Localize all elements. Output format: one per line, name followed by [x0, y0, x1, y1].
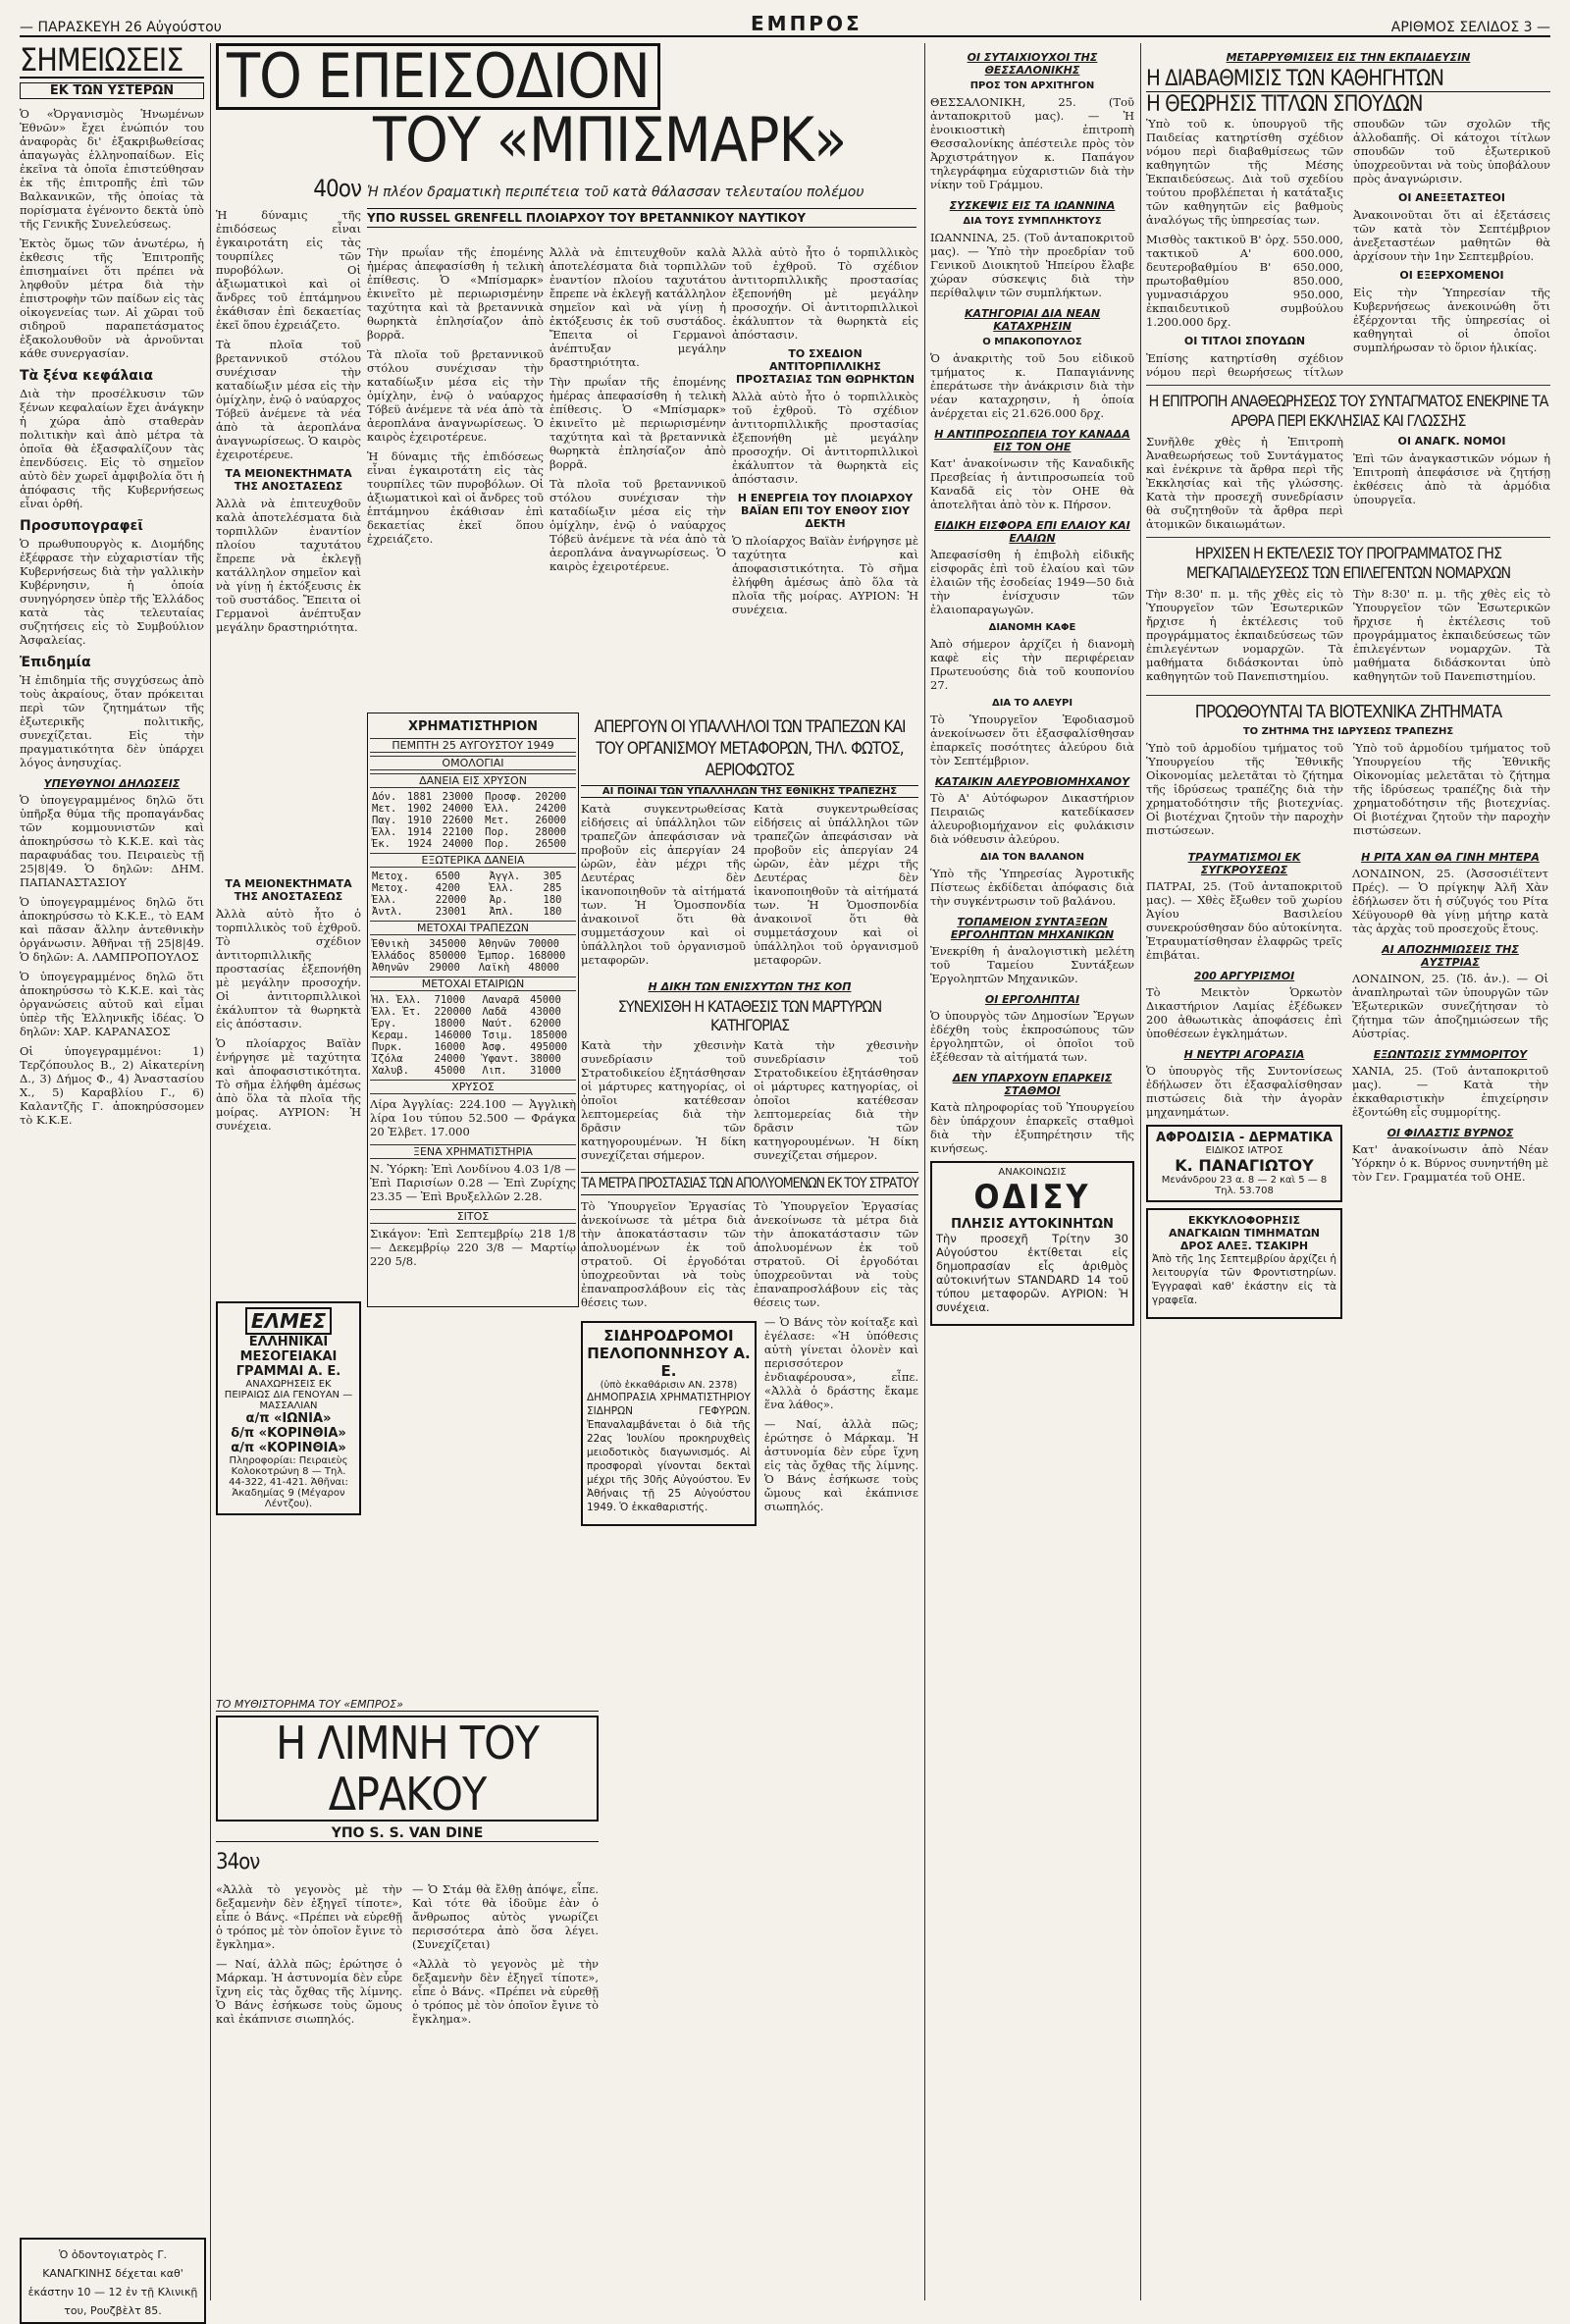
emes-ad-box	[216, 1301, 361, 1515]
section-heading: ΟΙ ΣΥΤΑΙΧΙΟΥΧΟΙ ΤΗΣ ΘΕΣΣΑΛΟΝΙΚΗΣ	[967, 51, 1098, 77]
market-cell: Λαδᾶ	[482, 1006, 507, 1018]
market-cell: 305	[543, 871, 562, 882]
notes-subtitle: ΕΚ ΤΩΝ ΥΣΤΕΡΩΝ	[20, 82, 204, 99]
middle-news-column	[581, 713, 918, 2293]
market-cell: Ἐλλ.	[489, 882, 514, 894]
market-row	[370, 1041, 576, 1053]
emes-info: Πληροφορίαι: Πειραιεὺς Κολοκοτρώνη 8 — Τηλ. 44-322, 41-421. Ἀθῆναι: Ἀκαδημίας 9 (Μέγαρον Λέντζου).	[229, 1455, 348, 1509]
market-cell: 1914	[406, 826, 433, 838]
section-heading: ΤΡΑΥΜΑΤΙΣΜΟΙ ΕΚ ΣΥΓΚΡΟΥΣΕΩΣ	[1187, 851, 1301, 876]
section-subheading: ΔΙΑ ΤΟΥΣ ΣΥΜΠΛΗΚΤΟΥΣ	[963, 216, 1102, 227]
market-cell: 22600	[442, 815, 474, 826]
army-body	[581, 1199, 918, 1315]
odisy-ad-label: ΑΝΑΚΟΙΝΩΣΙΣ	[998, 1167, 1067, 1178]
emes-ship: α/π «ΙΩΝΙΑ»	[245, 1411, 332, 1426]
novel-label: ΤΟ ΜΥΘΙΣΤΟΡΗΜΑ ΤΟΥ «ΕΜΠΡΟΣ»	[216, 1698, 599, 1712]
tutoring-ad	[1146, 1208, 1342, 1319]
market-cell: 22100	[442, 826, 474, 838]
article-text: Τὸ Ὑπουργεῖον Ἐργασίας ἀνεκοίνωσε τὰ μέτρα διὰ τὴν ἀποκατάστασιν τῶν ἀπολυομένων ἐκ τοῦ στρατοῦ. Οἱ ἐργοδόται ὑποχρεοῦνται νὰ τοὺς ἐπαναπροσλάβουν εἰς τὰς θέσεις των.	[581, 1199, 746, 1309]
article-text: «Ἀλλὰ τὸ γεγονὸς μὲ τὴν δεξαμενὴν δὲν ἐξηγεῖ τίποτε», εἶπε ὁ Βάνς. «Πρέπει νὰ εὑρεθῇ ὁ τρόπος μὲ τὸν ὁποῖον ἔγινε τὸ ἔγκλημα».	[412, 1957, 599, 2026]
emes-ad	[216, 1295, 361, 1668]
market-cell: 180	[543, 894, 562, 906]
market-cell: 18000	[434, 1018, 466, 1030]
market-cell: 24000	[442, 838, 474, 850]
market-table	[370, 994, 576, 1077]
article-text: — Ὁ Στάμ θὰ ἔλθῃ ἀπόψε, εἶπε. Καὶ τότε θὰ ἰδοῦμε ἐὰν ὁ ἄνθρωπος αὐτὸς γνωρίζει περισσότερα ἀπὸ ὅσα λέγει. (Συνεχίζεται)	[412, 1882, 599, 1951]
section-heading: Η ΔΙΚΗ ΤΩΝ ΕΝΙΣΧΥΤΩΝ ΤΗΣ ΚΟΠ	[648, 980, 852, 993]
lead-column-3	[550, 245, 726, 707]
section-heading: Η ΝΕΥΤΡΙ ΑΓΟΡΑΣΙΑ	[1183, 1048, 1305, 1061]
market-cell: Ἀθηνῶν	[478, 938, 516, 950]
article-text: Τὸ Ὑπουργεῖον Ἐργασίας ἀνεκοίνωσε τὰ μέτρα διὰ τὴν ἀποκατάστασιν τῶν ἀπολυομένων ἐκ τοῦ στρατοῦ. Οἱ ἐργοδόται ὑποχρεοῦνται νὰ τοὺς ἐπαναπροσλάβουν εἰς τὰς θέσεις των.	[754, 1199, 918, 1309]
strike-body	[581, 802, 918, 973]
lead-headline	[216, 40, 917, 181]
article-text: ΛΟΝΔΙΝΟΝ, 25. (Ἀσσοσιέϊτεντ Πρές). — Ὁ πρίγκηψ Ἀλῆ Χὰν ἐδήλωσεν ὅτι ἡ σύζυγός του Ρίτα Χέϋγουορθ θὰ γίνῃ μήτηρ κατὰ τὰς ἀρχὰς τοῦ προσεχοῦς ἔτους.	[1352, 867, 1548, 935]
emes-ship: δ/π «ΚΟΡΙΝΘΙΑ»	[231, 1426, 346, 1441]
section-heading: ΕΞΩΝΤΩΣΙΣ ΣΥΜΜΟΡΙΤΟΥ	[1373, 1048, 1528, 1061]
market-cell: 48000	[528, 962, 559, 974]
railway-ad-text: ΔΗΜΟΠΡΑΣΙΑ ΧΡΗΜΑΤΙΣΤΗΡΙΟΥ ΣΙΔΗΡΩΝ ΓΕΦΥΡΩΝ. Ἐπαναλαμβάνεται ὁ διὰ τῆς 22ας Ἰουλίου προκηρυχθεὶς μειοδοτικὸς διαγωνισμός. Αἱ προσφοραὶ γίνονται δεκταὶ μέχρι τῆς 30ῆς Αὐγούστου. Ἐν Ἀθήναις τῇ 25 Αὐγούστου 1949. Ὁ ἐκκαθαριστής.	[587, 1392, 751, 1513]
market-cell: 24000	[434, 1053, 466, 1065]
section-heading: ΟΙ ΤΙΤΛΟΙ ΣΠΟΥΔΩΝ	[1183, 335, 1306, 347]
market-cell: Λαϊκὴ	[478, 962, 510, 974]
section-heading: ΟΙ ΕΞΕΡΧΟΜΕΝΟΙ	[1399, 269, 1504, 282]
market-cell: Πυρκ.	[372, 1041, 403, 1053]
article-text: «Ἀλλὰ τὸ γεγονὸς μὲ τὴν δεξαμενὴν δὲν ἐξηγεῖ τίποτε», εἶπε ὁ Βάνς. «Πρέπει νὰ εὑρεθῇ ὁ τρόπος μὲ τὸν ὁποῖον ἔγινε τὸ ἔγκλημα».	[216, 1882, 402, 1951]
stock-market-box	[367, 713, 579, 1307]
crafts-body	[1146, 741, 1550, 843]
market-cell: Ἐκ.	[372, 838, 391, 850]
article-text: Ὁ ὑπουργὸς τῶν Δημοσίων Ἔργων ἐδέχθη τοὺς ἐκπροσώπους τῶν ἐργοληπτῶν, οἱ ὁποῖοι τοῦ ἐξέθεσαν τὰ αἰτήματά των.	[930, 1009, 1134, 1064]
article-text: Ἀνακοινοῦται ὅτι αἱ ἐξετάσεις τῶν κατὰ τὸν Σεπτέμβριον ἀνεξεταστέων μαθητῶν θὰ ἀρχίσουν τὴν 1ην Σεπτεμβρίου.	[1353, 208, 1550, 263]
section-heading: Προσυπογραφεῖ	[20, 518, 143, 534]
market-row	[370, 950, 576, 962]
section-heading: ΟΙ ΕΡΓΟΛΗΠΤΑΙ	[984, 993, 1080, 1006]
article-text: Ὑπὸ τοῦ ἁρμοδίου τμήματος τοῦ Ὑπουργείου τῆς Ἐθνικῆς Οἰκονομίας μελετᾶται τὸ ζήτημα τῆς ἱδρύσεως τραπέζης διὰ τὴν χρηματοδότησιν τῆς βιοτεχνίας. Οἱ βιοτέχναι ζητοῦν τὴν παροχὴν πιστώσεων.	[1353, 741, 1550, 837]
column-rule	[924, 43, 925, 2300]
market-cell: Ἐλλ.	[372, 894, 397, 906]
section-heading: ΚΑΤΑΙΚΙΝ ΑΛΕΥΡΟΒΙΟΜΗΧΑΝΟΥ	[934, 775, 1130, 788]
market-row	[370, 894, 576, 906]
article-text: Διὰ τὴν προσέλκυσιν τῶν ξένων κεφαλαίων ἔχει ἀνάγκην ἡ χώρα ἀπὸ σταθερὰν πολιτικὴν καὶ ἀπὸ μέτρα τὰ ὁποῖα θὰ ἐξασφαλίζουν τὰς ἐπενδύσεις. Εἰς τὸ σημεῖον αὐτὸ δὲν χωρεῖ ἀμφιβολία ὅτι ἡ ἀπόφασις τῆς Κυβερνήσεως εἶναι ὀρθή.	[20, 387, 204, 510]
market-section: ΣΙΤΟΣ	[370, 1209, 576, 1224]
article-text: Ὁ πλοίαρχος Βαϊὰν ἐνήργησε μὲ ταχύτητα καὶ ἀποφασιστικότητα. Τὸ σῆμα ἐλήφθη ἀμέσως ἀπὸ ὅλα τὰ πλοῖα τῆς μοίρας. ΑΥΡΙΟΝ: Ἡ συνέχεια.	[216, 1036, 361, 1133]
article-text: Ἀπὸ σήμερον ἀρχίζει ἡ διανομὴ καφὲ εἰς τὴν περιφέρειαν Πρωτευούσης διὰ τοῦ κουπονίου 27.	[930, 637, 1134, 692]
market-cell: 146000	[434, 1030, 472, 1041]
lead-column-1	[216, 175, 361, 862]
article-text: Ἀλλὰ αὐτὸ ἦτο ὁ τορπιλλικὸς τοῦ ἐχθροῦ. Τὸ σχέδιον ἀντιτορπιλλικῆς προστασίας ἐξεπονήθη μὲ μεγάλην προσοχήν. Οἱ ἀντιτορπιλλικοὶ ἐκάλυπτον τὰ θωρηκτὰ εἰς ἀπόστασιν.	[732, 390, 918, 486]
section-heading: ΤΟΠΑΜΕΙΟΝ ΣΥΝΤΑΞΕΩΝ ΕΡΓΟΛΗΠΤΩΝ ΜΗΧΑΝΙΚΩΝ	[950, 916, 1115, 941]
dermatology-ad-name: Κ. ΠΑΝΑΓΙΩΤΟΥ	[1175, 1156, 1314, 1175]
article-text: Κατὰ συγκεντρωθείσας εἰδήσεις αἱ ὑπάλληλοι τῶν τραπεζῶν ἀπεφάσισαν νὰ προβοῦν εἰς ἀπεργίαν 24 ὡρῶν, ἐὰν μέχρι τῆς Δευτέρας δὲν ἱκανοποιηθοῦν τὰ αἰτήματά των. Ἡ Ὁμοσπονδία ἀνακοινοῖ ὅτι θὰ συμμετάσχουν καὶ οἱ ὑπάλληλοι τοῦ ὀργανισμοῦ μεταφορῶν.	[581, 802, 746, 967]
article-text: Ἡ ἐπιδημία τῆς συγχύσεως ἀπὸ τοὺς ἀκραίους, ὅταν πρόκειται περὶ τῶν ζητημάτων τῆς ἐξωτερικῆς πολιτικῆς, συνεχίζεται. Εἰς τὴν πραγματικότητα δὲν ὑπάρχει λόγος ἀνησυχίας.	[20, 673, 204, 769]
market-cell: 29000	[429, 962, 460, 974]
market-cell: Προσφ.	[485, 791, 523, 803]
market-cell: Ἐλλάδος	[372, 950, 416, 962]
strike-subhead: ΑΙ ΠΟΙΝΑΙ ΤΩΝ ΥΠΑΛΛΗΛΩΝ ΤΗΣ ΕΘΝΙΚΗΣ ΤΡΑΠΕΖΗΣ	[581, 785, 918, 798]
market-cell: Ἀγγλ.	[489, 871, 521, 882]
article-text: Ὁ ὑπουργὸς τῆς Συντονίσεως ἐδήλωσεν ὅτι ἐξασφαλίσθησαν πιστώσεις διὰ τὴν ἀγορὰν μηχανημάτων.	[1146, 1064, 1342, 1119]
market-cell: 850000	[429, 950, 467, 962]
market-row	[370, 1053, 576, 1065]
market-cell: 45000	[434, 1065, 466, 1077]
market-cell: 185000	[530, 1030, 568, 1041]
article-text: Κατ' ἀνακοίνωσιν ἀπὸ Νέαν Ὑόρκην ὁ κ. Βύρνος συνηντήθη μὲ τὸν Γεν. Γραμματέα τοῦ ΟΗΕ.	[1352, 1142, 1548, 1184]
article-text: Τὰ πλοῖα τοῦ βρεταννικοῦ στόλου συνέχισαν τὴν καταδίωξιν μέσα εἰς τὴν ὁμίχλην, ἐνῷ ὁ ναύαρχος Τόβεϋ ἀνέμενε τὰ νέα ἀπὸ τὰ ἀεροπλάνα ἀναγνωρίσεως. Ὁ καιρὸς ἐχειροτέρευε.	[550, 477, 726, 573]
market-row	[370, 994, 576, 1006]
article-text: Τὸ Μεικτὸν Ὁρκωτὸν Δικαστήριον Λαμίας ἐξέδωκεν 200 ἀθωωτικὰς ἀποφάσεις ἐπὶ ὑποθέσεων ἐγκλημάτων.	[1146, 985, 1342, 1040]
article-text: ΧΑΝΙΑ, 25. (Τοῦ ἀνταποκριτοῦ μας). — Κατὰ τὴν ἐκκαθαριστικὴν ἐπιχείρησιν ἐξοντώθη εἷς συμμορίτης.	[1352, 1064, 1548, 1119]
article-text: Τὰ πλοῖα τοῦ βρεταννικοῦ στόλου συνέχισαν τὴν καταδίωξιν μέσα εἰς τὴν ὁμίχλην, ἐνῷ ὁ ναύαρχος Τόβεϋ ἀνέμενε τὰ νέα ἀπὸ τὰ ἀεροπλάνα ἀναγνωρίσεως. Ὁ καιρὸς ἐχειροτέρευε.	[216, 338, 361, 461]
tutoring-ad-text: Ἀπὸ τῆς 1ης Σεπτεμβρίου ἀρχίζει ἡ λειτουργία τῶν Φροντιστηρίων. Ἐγγραφαὶ καθ' ἑκάστην εἰς τὰ γραφεῖα.	[1152, 1253, 1336, 1306]
market-cell: Πορ.	[485, 826, 510, 838]
article-text: Εἰς τὴν Ὑπηρεσίαν τῆς Κυβερνήσεως ἀνεκοινώθη ὅτι ἐξέρχονται τῆς ὑπηρεσίας οἱ καθηγηταὶ οἱ ὁποῖοι συμπλήρωσαν τὸ ὅριον ἡλικίας.	[1353, 286, 1550, 354]
article-text: Ἀλλὰ νὰ ἐπιτευχθοῦν καλὰ ἀποτελέσματα διὰ τορπιλλῶν ἐναντίον πλοίου ταχυτάτου ἔπρεπε νὰ ἐκλεγῇ κατάλληλον σημεῖον καὶ νὰ γίνῃ ἡ ἐκτόξευσις ἐκ τοῦ συστάδος. Ἔπειτα οἱ Γερμανοὶ ἀνέπτυξαν μεγάλην δραστηριότητα.	[216, 497, 361, 634]
lead-column-1-cont	[216, 873, 361, 1286]
article-text: Τὴν πρωΐαν τῆς ἐπομένης ἡμέρας ἀπεφασίσθη ἡ τελικὴ ἐπίθεσις. Ὁ «Μπίσμαρκ» ἐκινεῖτο μὲ περιωρισμένην ταχύτητα καὶ τὰ βρεταννικὰ θωρηκτὰ ἐπλησίαζον ἀπὸ βορρᾶ.	[550, 375, 726, 471]
market-title: ΧΡΗΜΑΤΙΣΤΗΡΙΟΝ	[407, 719, 539, 734]
constitution-headline: Η ΕΠΙΤΡΟΠΗ ΑΝΑΘΕΩΡΗΣΕΩΣ ΤΟΥ ΣΥΝΤΑΓΜΑΤΟΣ ΕΝΕΚΡΙΝΕ ΤΑ ΑΡΘΡΑ ΠΕΡΙ ΕΚΚΛΗΣΙΑΣ ΚΑΙ ΓΛΩΣΣΗΣ	[1148, 392, 1548, 430]
market-cell: Ἑλλ. Ἑτ.	[372, 1006, 422, 1018]
notes-title: ΣΗΜΕΙΩΣΕΙΣ	[20, 43, 204, 79]
railway-ad-title: ΣΙΔΗΡΟΔΡΟΜΟΙ ΠΕΛΟΠΟΝΝΗΣΟΥ Α. Ε.	[587, 1327, 751, 1380]
market-cell: 20200	[535, 791, 567, 803]
masthead-date: — ΠΑΡΑΣΚΕΥΗ 26 Αὐγούστου	[20, 20, 222, 35]
market-cell: 45000	[530, 994, 561, 1006]
market-cell: Ἀρ.	[489, 894, 508, 906]
tutoring-ad-title: ΕΚΚΥΚΛΟΦΟΡΗΣΙΣ ΑΝΑΓΚΑΙΩΝ ΤΙΜΗΜΑΤΩΝ ΔΡΟΣ ΑΛΕΞ. ΤΣΑΚΙΡΗ	[1168, 1214, 1321, 1252]
regional-news-column	[930, 43, 1134, 2300]
market-cell: 38000	[530, 1053, 561, 1065]
article-text: Κατ' ἀνακοίνωσιν τῆς Καναδικῆς Πρεσβείας ἡ ἀντιπροσωπεία τοῦ Καναδᾶ εἰς τὸν ΟΗΕ θὰ ἀποτελῆται ἀπὸ τὸν κ. Πήρσον.	[930, 456, 1134, 511]
market-cell: Ναύτ.	[482, 1018, 513, 1030]
declaration-text: Ὁ ὑπογεγραμμένος δηλῶ ὅτι ἀποκηρύσσω τὸ Κ.Κ.Ε. καὶ τὰς ὀργανώσεις αὐτοῦ καὶ εἶμαι ὑπὲρ τῆς Ἑλληνικῆς ἰδέας. Ὁ δηλῶν: ΧΑΡ. ΚΑΡΑΝΑΣΟΣ	[20, 970, 204, 1038]
market-cell: Πορ.	[485, 838, 510, 850]
section-heading: ΔΕΝ ΥΠΑΡΧΟΥΝ ΕΠΑΡΚΕΙΣ ΣΤΑΘΜΟΙ	[952, 1072, 1113, 1097]
column-rule	[1140, 43, 1141, 2300]
market-cell: 71000	[434, 994, 466, 1006]
market-cell: Δόν.	[372, 791, 397, 803]
market-cell: Ὑφαντ.	[482, 1053, 520, 1065]
section-heading: ΤΑ ΜΕΙΟΝΕΚΤΗΜΑΤΑ ΤΗΣ ΑΝΟΣΤΑΣΕΩΣ	[225, 467, 352, 493]
article-text: Τὰ πλοῖα τοῦ βρεταννικοῦ στόλου συνέχισαν τὴν καταδίωξιν μέσα εἰς τὴν ὁμίχλην, ἐνῷ ὁ ναύαρχος Τόβεϋ ἀνέμενε τὰ νέα ἀπὸ τὰ ἀεροπλάνα ἀναγνωρίσεως. Ὁ καιρὸς ἐχειροτέρευε.	[367, 347, 544, 444]
article-text: Κατὰ συγκεντρωθείσας εἰδήσεις αἱ ὑπάλληλοι τῶν τραπεζῶν ἀπεφάσισαν νὰ προβοῦν εἰς ἀπεργίαν 24 ὡρῶν, ἐὰν μέχρι τῆς Δευτέρας δὲν ἱκανοποιηθοῦν τὰ αἰτήματά των. Ἡ Ὁμοσπονδία ἀνακοινοῖ ὅτι θὰ συμμετάσχουν καὶ οἱ ὑπάλληλοι τοῦ ὀργανισμοῦ μεταφορῶν.	[754, 802, 918, 967]
section-heading: ΟΙ ΑΝΕΞΕΤΑΣΤΕΟΙ	[1398, 191, 1505, 204]
lead-title-line-2: ΤΟΥ «ΜΠΙΣΜΑΡΚ»	[373, 104, 847, 176]
market-cell: 16000	[434, 1041, 466, 1053]
prefects-body	[1146, 587, 1550, 689]
market-cell: 285	[543, 882, 562, 894]
dermatology-ad-address: Μενάνδρου 23 α. 8 — 2 καὶ 5 — 8 Τηλ. 53.708	[1161, 1175, 1328, 1196]
market-text: Σικάγον: Ἐπὶ Σεπτεμβρίῳ 218 1/8 — Δεκεμβρίῳ 220 3/8 — Μαρτίῳ 220 5/8.	[370, 1227, 576, 1268]
section-heading: Η ΕΝΕΡΓΕΙΑ ΤΟΥ ΠΛΟΙΑΡΧΟΥ ΒΑΪΑΝ ΕΠΙ ΤΟΥ ΕΝΘΟΥ ΣΙΟΥ ΔΕΚΤΗ	[737, 492, 914, 530]
section-heading: ΔΙΑ ΤΟ ΑΛΕΥΡΙ	[991, 698, 1073, 709]
lead-installment: 40ον	[313, 175, 361, 202]
novel-installment: 34ον	[216, 1850, 260, 1875]
market-cell: Μετ.	[372, 803, 397, 815]
strike-headline: ΑΠΕΡΓΟΥΝ ΟΙ ΥΠΑΛΛΗΛΟΙ ΤΩΝ ΤΡΑΠΕΖΩΝ ΚΑΙ ΤΟΥ ΟΡΓΑΝΙΣΜΟΥ ΜΕΤΑΦΟΡΩΝ, ΤΗΛ. ΦΩΤΟΣ, ΑΕΡΙΟΦΩΤΟΣ	[594, 717, 906, 780]
article-text: — Ναί, ἀλλὰ πῶς; ἐρώτησε ὁ Μάρκαμ. Ἡ ἀστυνομία δὲν εὗρε ἴχνη εἰς τὰς ὄχθας τῆς λίμνης. Ὁ Βάνς ἐσήκωσε τοὺς ὤμους καὶ ἐκάπνισε σιωπηλός.	[216, 1957, 402, 2026]
article-text: Τὴν πρωΐαν τῆς ἐπομένης ἡμέρας ἀπεφασίσθη ἡ τελικὴ ἐπίθεσις. Ὁ «Μπίσμαρκ» ἐκινεῖτο μὲ περιωρισμένην ταχύτητα καὶ τὰ βρεταννικὰ θωρηκτὰ ἐπλησίαζον ἀπὸ βορρᾶ.	[367, 245, 544, 342]
market-cell: Ἀντλ.	[372, 906, 403, 918]
section-subheading: Ο ΜΠΑΚΟΠΟΥΛΟΣ	[982, 337, 1082, 347]
section-heading: ΕΙΔΙΚΗ ΕΙΣΦΟΡΑ ΕΠΙ ΕΛΑΙΟΥ ΚΑΙ ΕΛΑΙΩΝ	[934, 519, 1130, 545]
section-heading: Ἐπιδημία	[20, 655, 91, 670]
article-text: Ὑπὸ τοῦ κ. ὑπουργοῦ τῆς Παιδείας κατηρτίσθη σχέδιον νόμου περὶ διαβαθμίσεως τῶν καθηγητῶν τῆς Μέσης Ἐκπαιδεύσεως. Διὰ τοῦ σχεδίου τούτου προβλέπεται ἡ κατάταξις τῶν καθηγητῶν εἰς βαθμοὺς ἀναλόγως τῆς ὑπηρεσίας των.	[1146, 117, 1343, 227]
market-cell: Ἡλ. Ἑλλ.	[372, 994, 422, 1006]
article-text: ΘΕΣΣΑΛΟΝΙΚΗ, 25. (Τοῦ ἀνταποκριτοῦ μας). — Ἡ ἐνοικιοστικὴ ἐπιτροπὴ Θεσσαλονίκης ἀπέστειλε πρὸς τὸν Ἀρχιστράτηγον κ. Παπάγον τηλεγράφημα εὐχαριστιῶν διὰ τὴν νίκην τοῦ Γράμμου.	[930, 95, 1134, 191]
prefects-headline: ΗΡΧΙΣΕΝ Η ΕΚΤΕΛΕΣΙΣ ΤΟΥ ΠΡΟΓΡΑΜΜΑΤΟΣ ΓΗΣ ΜΕΓΚΑΠΑΙΔΕΥΣΕΩΣ ΤΩΝ ΕΠΙΛΕΓΕΝΤΩΝ ΝΟΜΑΡΧΩΝ	[1185, 544, 1511, 582]
section-heading: Η ΑΝΤΙΠΡΟΣΩΠΕΙΑ ΤΟΥ ΚΑΝΑΔΑ ΕΙΣ ΤΟΝ ΟΗΕ	[934, 428, 1130, 453]
market-section: ΕΞΩΤΕΡΙΚΑ ΔΑΝΕΙΑ	[370, 853, 576, 868]
constitution-body	[1146, 435, 1550, 531]
novel-body	[216, 1882, 599, 2032]
section-heading: Η ΡΙΤΑ ΧΑΝ ΘΑ ΓΙΝΗ ΜΗΤΕΡΑ	[1361, 851, 1540, 864]
article-text: Ὁ πρωθυπουργὸς κ. Διομήδης ἐξέφρασε τὴν εὐχαριστίαν τῆς Κυβερνήσεως διὰ τὴν γαλλικὴν Κυβέρνησιν, ἡ ὁποία συνηγόρησεν ὑπὲρ τῆς Ἑλλάδος κατὰ τὰς τελευταίας συζητήσεις εἰς τὸ Συμβούλιον Ἀσφαλείας.	[20, 537, 204, 647]
lead-subhead	[367, 177, 916, 236]
section-heading: ΟΙ ΑΝΑΓΚ. ΝΟΜΟΙ	[1397, 435, 1506, 448]
market-table	[370, 871, 576, 918]
railway-ad	[581, 1321, 757, 1526]
section-heading: ΤΑ ΜΕΙΟΝΕΚΤΗΜΑΤΑ ΤΗΣ ΑΝΟΣΤΑΣΕΩΣ	[225, 877, 352, 903]
dermatology-ad-sub: ΕΙΔΙΚΟΣ ΙΑΤΡΟΣ	[1205, 1145, 1283, 1156]
dermatology-ad-title: ΑΦΡΟΔΙΣΙΑ - ΔΕΡΜΑΤΙΚΑ	[1155, 1131, 1334, 1145]
market-cell: 24000	[442, 803, 474, 815]
section-heading: ΑΙ ΑΠΟΖΗΜΙΩΣΕΙΣ ΤΗΣ ΑΥΣΤΡΙΑΣ	[1382, 943, 1519, 969]
education-body	[1146, 117, 1550, 379]
article-text: ΛΟΝΔΙΝΟΝ, 25. (Ἰδ. ἀν.). — Οἱ ἀναπληρωταὶ τῶν ὑπουργῶν τῶν Ἐξωτερικῶν συνεζήτησαν τὸ ζήτημα τῶν ἀποζημιώσεων τῆς Αὐστρίας.	[1352, 972, 1548, 1040]
article-text: Ὁ «Ὀργανισμὸς Ἡνωμένων Ἐθνῶν» ἔχει ἐνώπιόν του ἀναφορὰς δι' ἐξακριβωθείσας ἀπαγωγὰς ἑλληνοπαίδων. Εἰς ἐκεῖνα τὰ ὁποῖα ἐπιστεύθησαν ἐκ τῆς ἐπιτροπῆς ἐπὶ τῶν Βαλκανικῶν, τῆς ὁποίας τὰ πορίσματα ἐγένοντο δεκτὰ ὑπὸ τῆς Γενικῆς Συνελεύσεως.	[20, 107, 204, 231]
odisy-ad-sub: ΠΛΗΣΙΣ ΑΥΤΟΚΙΝΗΤΩΝ	[951, 1217, 1114, 1232]
market-row	[370, 962, 576, 974]
newspaper-page	[20, 10, 1550, 2317]
market-cell: 180	[543, 906, 562, 918]
lead-title-line-1: ΤΟ ΕΠΕΙΣΟΔΙΟΝ	[216, 43, 660, 110]
article-text: Ἡ δύναμις τῆς ἐπιδόσεως εἶναι ἐγκαιροτάτη εἰς τὰς τουρπίλες τῶν πυροβόλων. Οἱ ἀξιωματικοὶ καὶ οἱ ἄνδρες τοῦ ἑπτάμηνου ἐκάθισαν ἐπὶ δεκαετίας ἐκεῖ ὅπου ἐχρειάζετο.	[216, 208, 361, 332]
market-cell: Ἐλλ.	[485, 803, 510, 815]
emes-company: ΕΛΛΗΝΙΚΑΙ ΜΕΣΟΓΕΙΑΚΑΙ ΓΡΑΜΜΑΙ Α. Ε.	[236, 1335, 341, 1379]
article-text: Ἀλλὰ αὐτὸ ἦτο ὁ τορπιλλικὸς τοῦ ἐχθροῦ. Τὸ σχέδιον ἀντιτορπιλλικῆς προστασίας ἐξεπονήθη μὲ μεγάλην προσοχήν. Οἱ ἀντιτορπιλλικοὶ ἐκάλυπτον τὰ θωρηκτὰ εἰς ἀπόστασιν.	[732, 245, 918, 342]
article-text: Μισθὸς τακτικοῦ Β' ὀρχ. 550.000, τακτικοῦ Α' 600.000, δευτεροβαθμίου Β' 650.000, πρωτοβαθμίου 850.000, γυμνασιάρχου 950.000, ἐκπαιδευτικοῦ συμβούλου 1.200.000 δρχ.	[1146, 233, 1343, 329]
trial-headline: ΣΥΝΕΧΙΣΘΗ Η ΚΑΤΑΘΕΣΙΣ ΤΩΝ ΜΑΡΤΥΡΩΝ ΚΑΤΗΓΟΡΙΑΣ	[617, 997, 882, 1034]
article-text: — Ὁ Βάνς τὸν κοίταξε καὶ ἐγέλασε: «Ἡ ὑπόθεσις αὐτὴ γίνεται ὁλονὲν καὶ περισσότερον ἐνδιαφέρουσα», εἶπε. «Ἀλλὰ ὁ δράστης ἔκαμε ἕνα λάθος».	[763, 1315, 918, 1411]
market-cell: 26500	[535, 838, 567, 850]
market-cell: 1902	[406, 803, 433, 815]
market-cell: 43000	[530, 1006, 561, 1018]
section-heading: 200 ΑΡΓΥΡΙΣΜΟΙ	[1193, 970, 1295, 982]
market-cell: 24200	[535, 803, 567, 815]
market-cell: Ἐμπορ.	[478, 950, 516, 962]
odisy-ad-title: ΟΔΙΣΥ	[973, 1178, 1091, 1217]
section-heading: ΚΑΤΗΓΟΡΙΑΙ ΔΙΑ ΝΕΑΝ ΚΑΤΑΧΡΗΣΙΝ	[964, 307, 1101, 333]
section-subheading: ΠΡΟΣ ΤΟΝ ΑΡΧΙΤΗΓΟΝ	[969, 80, 1095, 91]
article-text: Κατὰ τὴν χθεσινὴν συνεδρίασιν τοῦ Στρατοδικείου ἐξητάσθησαν οἱ μάρτυρες κατηγορίας, οἱ ὁποῖοι κατέθεσαν λεπτομερείας διὰ τὴν δρᾶσιν τῶν κατηγορουμένων. Ἡ δίκη συνεχίζεται σήμερον.	[581, 1038, 746, 1162]
market-row	[370, 838, 576, 850]
market-cell: Μετοχ.	[372, 871, 409, 882]
market-text: Ν. Ὑόρκη: Ἐπὶ Λονδίνου 4.03 1/8 — Ἐπὶ Παρισίων 0.28 — Ἐπὶ Ζυρίχης 23.35 — Ἐπὶ Βρυξελλῶν 2.28.	[370, 1162, 576, 1203]
article-text: Ἐκτὸς ὅμως τῶν ἀνωτέρω, ἡ ἐκθεσις τῆς Ἐπιτροπῆς ἐπισημαίνει ὅτι πρέπει νὰ ληφθοῦν μέτρα διὰ τὴν ἐπιστροφὴν τῶν παίδων εἰς τὰς οἰκογενείας των. Αἱ χῶραι τοῦ σιδηροῦ παραπετάσματος ἐξακολουθοῦν νὰ ἀρνοῦνται κάθε συνεργασίαν.	[20, 237, 204, 360]
market-cell: Ἰζόλα	[372, 1053, 403, 1065]
market-cell: 1881	[406, 791, 433, 803]
market-cell: Χαλυβ.	[372, 1065, 409, 1077]
article-text: Ἀπεφασίσθη ἡ ἐπιβολὴ εἰδικῆς εἰσφορᾶς ἐπὶ τοῦ ἐλαίου καὶ τῶν ἐλαιῶν τῆς ἐσοδείας 1949—50 διὰ τὴν ἐνίσχυσιν τῶν ἐλαιοπαραγωγῶν.	[930, 548, 1134, 616]
dermatology-ad	[1146, 1125, 1342, 1202]
market-cell: Λαναρᾶ	[482, 994, 520, 1006]
section-heading: Τὰ ξένα κεφάλαια	[20, 368, 153, 384]
article-text: Ἡ δύναμις τῆς ἐπιδόσεως εἶναι ἐγκαιροτάτη εἰς τὰς τουρπίλες τῶν πυροβόλων. Οἱ ἀξιωματικοὶ καὶ οἱ ἄνδρες τοῦ ἑπτάμηνου ἐκάθισαν ἐπὶ δεκαετίας ἐκεῖ ὅπου ἐχρειάζετο.	[367, 449, 544, 546]
market-row	[370, 826, 576, 838]
market-cell: Ἐθνικὴ	[372, 938, 409, 950]
market-cell: Κεραμ.	[372, 1030, 409, 1041]
market-cell: Μετοχ.	[372, 882, 409, 894]
section-heading: ΤΟ ΣΧΕΔΙΟΝ ΑΝΤΙΤΟΡΠΙΛΛΙΚΗΣ ΠΡΟΣΤΑΣΙΑΣ ΤΩΝ ΘΩΡΗΚΤΩΝ	[735, 347, 916, 386]
article-text: Ἀλλὰ αὐτὸ ἦτο ὁ τορπιλλικὸς τοῦ ἐχθροῦ. Τὸ σχέδιον ἀντιτορπιλλικῆς προστασίας ἐξεπονήθη μὲ μεγάλην προσοχήν. Οἱ ἀντιτορπιλλικοὶ ἐκάλυπτον τὰ θωρηκτὰ εἰς ἀπόστασιν.	[216, 907, 361, 1030]
market-row	[370, 815, 576, 826]
crafts-subhead: ΤΟ ΖΗΤΗΜΑ ΤΗΣ ΙΔΡΥΣΕΩΣ ΤΡΑΠΕΖΗΣ	[1242, 726, 1454, 737]
market-cell: 23001	[435, 906, 467, 918]
market-date: ΠΕΜΠΤΗ 25 ΑΥΓΟΥΣΤΟΥ 1949	[370, 738, 576, 753]
market-row	[370, 882, 576, 894]
emes-text: ΑΝΑΧΩΡΗΣΕΙΣ ΕΚ ΠΕΙΡΑΙΩΣ ΔΙΑ ΓΕΝΟΥΑΝ — ΜΑΣΣΑΛΙΑΝ	[224, 1379, 353, 1411]
market-cell: 345000	[429, 938, 467, 950]
railway-ad-sub: (ὑπὸ ἐκκαθάρισιν ΑΝ. 2378)	[600, 1380, 738, 1391]
market-cell: Λιπ.	[482, 1065, 507, 1077]
market-table	[370, 791, 576, 850]
market-cell: Ἐλλ.	[372, 826, 397, 838]
masthead-page-number: ΑΡΙΘΜΟΣ ΣΕΛΙΔΟΣ 3 —	[1390, 20, 1550, 35]
army-headline: ΤΑ ΜΕΤΡΑ ΠΡΟΣΤΑΣΙΑΣ ΤΩΝ ΑΠΟΛΥΟΜΕΝΩΝ ΕΚ ΤΟΥ ΣΤΡΑΤΟΥ	[581, 1172, 918, 1195]
market-section: ΞΕΝΑ ΧΡΗΜΑΤΙΣΤΗΡΙΑ	[370, 1144, 576, 1159]
market-section: ΟΜΟΛΟΓΙΑΙ	[370, 756, 576, 770]
market-row	[370, 1018, 576, 1030]
market-cell: Μετ.	[485, 815, 510, 826]
lead-subtitle: Ἡ πλέον δραματικὴ περιπέτεια τοῦ κατὰ θάλασσαν τελευταίου πολέμου	[367, 185, 864, 200]
article-text: Τὴν 8:30' π. μ. τῆς χθὲς εἰς τὸ Ὑπουργεῖον τῶν Ἐσωτερικῶν ἤρχισε ἡ ἐκτέλεσις τοῦ προγράμματος ἐκπαιδεύσεως τῶν ἐπιλεγέντων νομαρχῶν. Τὰ μαθήματα διδάσκονται ὑπὸ καθηγητῶν τοῦ Πανεπιστημίου.	[1353, 587, 1550, 683]
market-cell: Ἀσφ.	[482, 1041, 507, 1053]
education-column	[1146, 43, 1550, 2300]
novel-byline: ΥΠΟ S. S. VAN DINE	[216, 1825, 599, 1842]
market-cell: 220000	[434, 1006, 472, 1018]
article-text: ΙΩΑΝΝΙΝΑ, 25. (Τοῦ ἀνταποκριτοῦ μας). — Ὑπὸ τὴν προεδρίαν τοῦ Γενικοῦ Διοικητοῦ Ἠπείρου ἔλαβε χώραν σύσκεψις διὰ τὴν περίθαλψιν τῶν συμπλήκτων.	[930, 231, 1134, 299]
declaration-text: Ὁ ὑπογεγραμμένος δηλῶ ὅτι ἀποκηρύσσω τὸ Κ.Κ.Ε., τὸ ΕΑΜ καὶ πᾶσαν ἄλλην ἀντεθνικὴν ὀργάνωσιν. Ἀθῆναι τῇ 25|8|49. Ὁ δηλῶν: Α. ΛΑΜΠΡΟΠΟΥΛΟΣ	[20, 895, 204, 964]
article-text: Ὁ πλοίαρχος Βαϊὰν ἐνήργησε μὲ ταχύτητα καὶ ἀποφασιστικότητα. Τὸ σῆμα ἐλήφθη ἀμέσως ἀπὸ ὅλα τὰ πλοῖα τῆς μοίρας. ΑΥΡΙΟΝ: Ἡ συνέχεια.	[732, 534, 918, 616]
lead-column-4	[732, 245, 918, 707]
market-row	[370, 1006, 576, 1018]
market-row	[370, 791, 576, 803]
article-text: Ὑπὸ τῆς Ὑπηρεσίας Ἀγροτικῆς Πίστεως ἐκδίδεται ἀπόφασις διὰ τὴν συγκέντρωσιν τοῦ βαλάνου.	[930, 867, 1134, 908]
market-cell: 26000	[535, 815, 567, 826]
market-cell: 70000	[528, 938, 559, 950]
article-text: ΠΑΤΡΑΙ, 25. (Τοῦ ἀνταποκριτοῦ μας). — Χθὲς ἔξωθεν τοῦ χωρίου Ἁγίου Βασιλείου συνεκρούσθησαν δύο αὐτοκίνητα. Ἐτραυματίσθησαν ἐλαφρῶς τρεῖς ἐπιβάται.	[1146, 879, 1342, 962]
odisy-ad	[930, 1161, 1134, 1326]
market-section: ΜΕΤΟΧΑΙ ΤΡΑΠΕΖΩΝ	[370, 921, 576, 935]
market-cell: Ἐργ.	[372, 1018, 397, 1030]
article-text: Ἐνεκρίθη ἡ ἀναλογιστικὴ μελέτη τοῦ Ταμείου Συντάξεων Ἐργοληπτῶν Μηχανικῶν.	[930, 944, 1134, 985]
masthead	[20, 10, 1550, 37]
article-text: — Ναί, ἀλλὰ πῶς; ἐρώτησε ὁ Μάρκαμ. Ἡ ἀστυνομία δὲν εὗρε ἴχνη εἰς τὰς ὄχθας τῆς λίμνης. Ὁ Βάνς ἐσήκωσε τοὺς ὤμους καὶ ἐκάπνισε σιωπηλός.	[763, 1417, 918, 1513]
section-heading: ΟΙ ΦΙΛΑΣΤΙΣ ΒΥΡΝΟΣ	[1387, 1127, 1514, 1139]
education-headline-2: Η ΘΕΩΡΗΣΙΣ ΤΙΤΛΩΝ ΣΠΟΥΔΩΝ	[1146, 92, 1423, 117]
trial-body	[581, 1038, 918, 1168]
market-row	[370, 803, 576, 815]
article-text: Κατὰ τὴν χθεσινὴν συνεδρίασιν τοῦ Στρατοδικείου ἐξητάσθησαν οἱ μάρτυρες κατηγορίας, οἱ ὁποῖοι κατέθεσαν λεπτομερείας διὰ τὴν δρᾶσιν τῶν κατηγορουμένων. Ἡ δίκη συνεχίζεται σήμερον.	[754, 1038, 918, 1162]
article-text: Τὸ Ὑπουργεῖον Ἐφοδιασμοῦ ἀνεκοίνωσεν ὅτι ἐξασφαλίσθησαν ἐπαρκεῖς ποσότητες ἀλεύρου διὰ τὸν Σεπτέμβριον.	[930, 713, 1134, 767]
market-cell: 1924	[406, 838, 433, 850]
market-cell: Ἀθηνῶν	[372, 962, 409, 974]
emes-ship: α/π «ΚΟΡΙΝΘΙΑ»	[231, 1441, 346, 1455]
market-cell: 1910	[406, 815, 433, 826]
notes-column	[20, 41, 204, 2317]
dentist-ad: Ὁ ὀδοντογιατρὸς Γ. ΚΑΝΑΓΚΙΝΗΣ δέχεται καθ' ἑκάστην 10 — 12 ἐν τῇ Κλινικῇ του, Ρουζβὲλτ 85.	[20, 2238, 206, 2324]
market-row	[370, 1065, 576, 1077]
article-text: Κατὰ πληροφορίας τοῦ Ὑπουργείου δὲν ὑπάρχουν ἐπαρκεῖς σταθμοὶ διὰ τὴν ἐξυπηρέτησιν τῆς κινήσεως.	[930, 1100, 1134, 1155]
market-cell: 31000	[530, 1065, 561, 1077]
market-cell: 4200	[435, 882, 460, 894]
market-section: ΔΑΝΕΙΑ ΕΙΣ ΧΡΥΣΟΝ	[370, 773, 576, 788]
novel-title: Η ΛΙΜΝΗ ΤΟΥ ΔΡΑΚΟΥ	[216, 1716, 599, 1822]
market-cell: 495000	[530, 1041, 568, 1053]
declaration-text: Ὁ ὑπογεγραμμένος δηλῶ ὅτι ὑπῆρξα θύμα τῆς προπαγάνδας τῶν κομμουνιστῶν καὶ ἀποκηρύσσω τὸ Κ.Κ.Ε. καὶ τὰς παραφυάδας του. Πειραιεὺς τῇ 25|8|49. Ὁ δηλῶν: ΔΗΜ. ΠΑΠΑΝΑΣΤΑΣΙΟΥ	[20, 793, 204, 889]
lead-column-2	[367, 245, 544, 707]
article-text: Ἐπὶ τῶν ἀναγκαστικῶν νόμων ἡ Ἐπιτροπὴ ἀπεφάσισε νὰ ζητήσῃ ἐκθέσεις ἀπὸ τὰ ἁρμόδια ὑπουργεῖα.	[1353, 451, 1550, 506]
market-cell: 62000	[530, 1018, 561, 1030]
section-heading: ΔΙΑΝΟΜΗ ΚΑΦΕ	[988, 622, 1076, 633]
market-cell: 23000	[442, 791, 474, 803]
section-heading: ΜΕΤΑΡΡΥΘΜΙΣΕΙΣ ΕΙΣ ΤΗΝ ΕΚΠΑΙΔΕΥΣΙΝ	[1226, 51, 1471, 64]
masthead-title: ΕΜΠΡΟΣ	[751, 12, 863, 35]
market-cell: 28000	[535, 826, 567, 838]
market-cell: Τσιμ.	[482, 1030, 513, 1041]
section-heading: ΥΠΕΥΘΥΝΟΙ ΔΗΛΩΣΕΙΣ	[43, 777, 181, 790]
article-text: Ὁ ἀνακριτὴς τοῦ 5ου εἰδικοῦ τμήματος κ. Παπαγιάννης ἐπεράτωσε τὴν ἀνάκρισιν διὰ τὴν νέαν καταχρησιν, ἡ ὁποία ἀνέρχεται εἰς 21.626.000 δρχ.	[930, 351, 1134, 420]
market-cell: 168000	[528, 950, 566, 962]
market-row	[370, 1030, 576, 1041]
column-rule	[210, 43, 211, 2300]
article-text: Ἀλλὰ νὰ ἐπιτευχθοῦν καλὰ ἀποτελέσματα διὰ τορπιλλῶν ἐναντίον πλοίου ταχυτάτου ἔπρεπε νὰ ἐκλεγῇ κατάλληλον σημεῖον καὶ νὰ γίνῃ ἡ ἐκτόξευσις ἐκ τοῦ συστάδος. Ἔπειτα οἱ Γερμανοὶ ἀνέπτυξαν μεγάλην δραστηριότητα.	[550, 245, 726, 369]
article-text: Τὴν 8:30' π. μ. τῆς χθὲς εἰς τὸ Ὑπουργεῖον τῶν Ἐσωτερικῶν ἤρχισε ἡ ἐκτέλεσις τοῦ προγράμματος ἐκπαιδεύσεως τῶν ἐπιλεγέντων νομαρχῶν. Τὰ μαθήματα διδάσκονται ὑπὸ καθηγητῶν τοῦ Πανεπιστημίου.	[1146, 587, 1343, 683]
section-heading: ΔΙΑ ΤΟΝ ΒΑΛΑΝΟΝ	[980, 852, 1084, 863]
education-headline: Η ΔΙΑΒΑΘΜΙΣΙΣ ΤΩΝ ΚΑΘΗΓΗΤΩΝ	[1146, 67, 1550, 92]
odisy-ad-text: Τὴν προσεχῆ Τρίτην 30 Αὐγούστου ἐκτίθεται εἰς δημοπρασίαν εἷς ἀριθμὸς αὐτοκινήτων STANDARD 14 τοῦ τύπου μεταφορῶν. ΑΥΡΙΟΝ: Ἡ συνέχεια.	[936, 1232, 1128, 1314]
emes-logo: ΕΛΜΕΣ	[245, 1307, 332, 1335]
market-table	[370, 938, 576, 974]
market-cell: 22000	[435, 894, 467, 906]
market-cell: Ἀπλ.	[489, 906, 514, 918]
market-section: ΜΕΤΟΧΑΙ ΕΤΑΙΡΙΩΝ	[370, 977, 576, 991]
article-text: Ἐπίσης κατηρτίσθη σχέδιον νόμου περὶ θεωρήσεως τίτλων σπουδῶν τῶν σχολῶν τῆς ἀλλοδαπῆς. Οἱ κάτοχοι τίτλων σπουδῶν τοῦ ἐξωτερικοῦ ὑποχρεοῦνται νὰ τοὺς ὑποβάλουν πρὸς ἀναγνώρισιν.	[1146, 117, 1550, 379]
article-text: Συνῆλθε χθὲς ἡ Ἐπιτροπὴ Ἀναθεωρήσεως τοῦ Συντάγματος καὶ ἐνέκρινε τὰ ἄρθρα περὶ τῆς Ἐκκλησίας καὶ τῆς γλώσσης. Κατὰ τὴν προσεχῆ συνεδρίασιν θὰ συζητηθοῦν τὰ ἄρθρα περὶ ἀτομικῶν δικαιωμάτων.	[1146, 435, 1343, 531]
market-row	[370, 938, 576, 950]
article-text: Ὑπὸ τοῦ ἁρμοδίου τμήματος τοῦ Ὑπουργείου τῆς Ἐθνικῆς Οἰκονομίας μελετᾶται τὸ ζήτημα τῆς ἱδρύσεως τραπέζης διὰ τὴν χρηματοδότησιν τῆς βιοτεχνίας. Οἱ βιοτέχναι ζητοῦν τὴν παροχὴν πιστώσεων.	[1146, 741, 1343, 837]
market-cell: 6500	[435, 871, 460, 882]
market-row	[370, 906, 576, 918]
section-heading: ΣΥΣΚΕΨΙΣ ΕΙΣ ΤΑ ΙΩΑΝΝΙΝΑ	[949, 199, 1116, 212]
article-text: Τὸ Α' Αὐτόφωρον Δικαστήριον Πειραιῶς κατεδίκασεν ἀλευροβιομήχανον εἰς φυλάκισιν διὰ νόθευσιν ἀλεύρου.	[930, 791, 1134, 846]
novel-section	[216, 1698, 599, 2297]
market-cell: Παγ.	[372, 815, 397, 826]
market-section: ΧΡΥΣΟΣ	[370, 1080, 576, 1094]
crafts-headline: ΠΡΟΩΘΟΥΝΤΑΙ ΤΑ ΒΙΟΤΕΧΝΙΚΑ ΖΗΤΗΜΑΤΑ	[1194, 702, 1502, 722]
declaration-text: Οἱ ὑπογεγραμμένοι: 1) Τερζόπουλος Β., 2) Αἰκατερίνη Δ., 3) Δήμος Φ., 4) Ἀναστασίου Χ., 5) Καραβλίου Γ., 6) Καλαντζῆς Γ. ἀποκηρύσσομεν τὸ Κ.Κ.Ε.	[20, 1044, 204, 1127]
market-text: Λίρα Ἀγγλίας: 224.100 — Ἀγγλικὴ λίρα 1ου τύπου 52.500 — Φράγκα 20 Ἑλβετ. 17.000	[370, 1097, 576, 1138]
lead-byline: ΥΠΟ RUSSEL GRENFELL ΠΛΟΙΑΡΧΟΥ ΤΟΥ ΒΡΕΤΑΝΝΙΚΟΥ ΝΑΥΤΙΚΟΥ	[367, 208, 916, 228]
market-row	[370, 871, 576, 882]
